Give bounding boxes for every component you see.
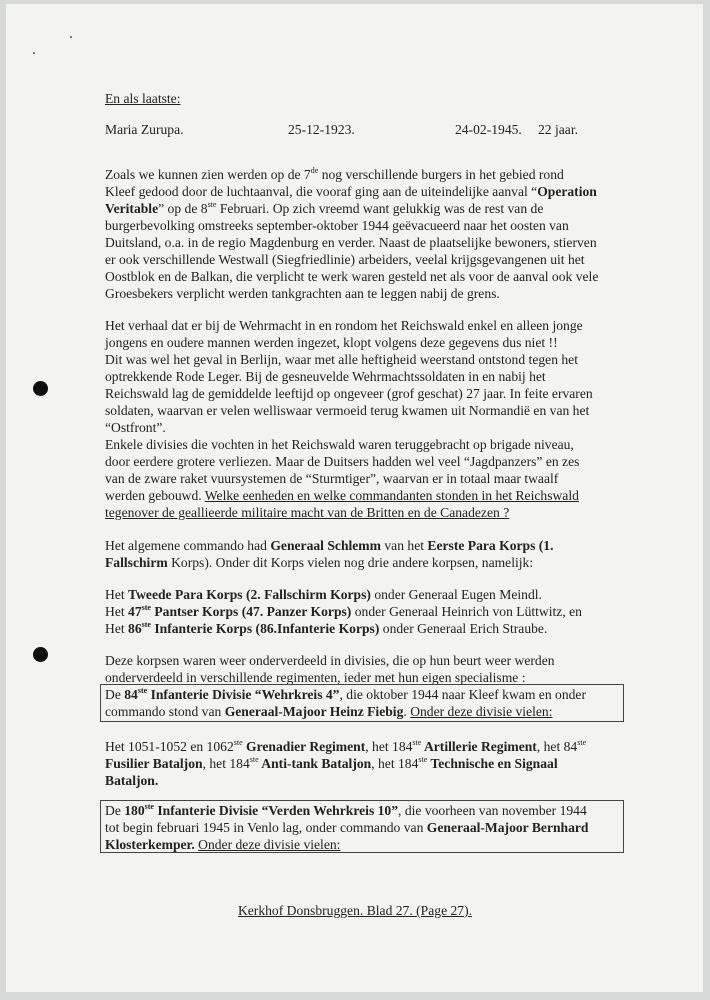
- section-heading: En als laatste:: [105, 91, 181, 106]
- p4-line: Deze korpsen waren weer onderverdeeld in divisies, die op hun beurt weer werden: [105, 653, 555, 668]
- p1-line: Oostblok en de Balkan, die verplicht te werk waren gesteld net als voor de aanval ook vele: [105, 269, 599, 284]
- units-line: Fusilier Bataljon, het 184ste Anti-tank Bataljon, het 184ste Technische en Signaal: [105, 755, 558, 771]
- paper-speck: [33, 52, 35, 54]
- punch-hole-top: [33, 381, 48, 396]
- p3-line: Het algemene commando had Generaal Schlemm van het Eerste Para Korps (1.: [105, 538, 554, 553]
- entry-death-date: 24-02-1945.: [455, 122, 522, 137]
- entry-name: Maria Zurupa.: [105, 122, 184, 137]
- corps-line: Het 47ste Pantser Korps (47. Panzer Korps) onder Generaal Heinrich von Lüttwitz, en: [105, 603, 582, 619]
- p1-line: Groesbekers verplicht werden tankgrachten aan te leggen nabij de grens.: [105, 286, 500, 301]
- p2-line: Enkele divisies die vochten in het Reichswald waren teruggebracht op brigade niveau,: [105, 437, 574, 452]
- corps-line: Het 86ste Infanterie Korps (86.Infanterie Korps) onder Generaal Erich Straube.: [105, 620, 548, 636]
- box1-line: commando stond van Generaal-Majoor Heinz Fiebig. Onder deze divisie vielen:: [105, 704, 553, 719]
- p2-line: Het verhaal dat er bij de Wehrmacht in en rondom het Reichswald enkel en alleen jonge: [105, 318, 583, 333]
- p1-line: Veritable” op de 8ste Februari. Op zich vreemd want gelukkig was de rest van de: [105, 200, 544, 216]
- p2-line: werden gebouwd. Welke eenheden en welke commandanten stonden in het Reichswald: [105, 488, 579, 503]
- units-line: Bataljon.: [105, 773, 159, 788]
- entry-birth-date: 25-12-1923.: [288, 122, 355, 137]
- punch-hole-bottom: [33, 647, 48, 662]
- box2-line: tot begin februari 1945 in Venlo lag, onder commando van Generaal-Majoor Bernhard: [105, 820, 589, 835]
- entry-age: 22 jaar.: [538, 122, 579, 137]
- p2-line: jongens en oudere mannen werden ingezet, klopt volgens deze gegevens dus niet !!: [105, 335, 558, 350]
- p2-line: door eerdere grotere verliezen. Maar de Duitsers hadden wel veel “Jagdpanzers” en zes: [105, 454, 580, 469]
- p1-line: burgerbevolking omstreeks september-oktober 1944 geëvacueerd naar het oosten van: [105, 218, 569, 233]
- box1-line: De 84ste Infanterie Divisie “Wehrkreis 4”, die oktober 1944 naar Kleef kwam en onder: [105, 686, 586, 702]
- p2-line: Reichswald lag de gemiddelde leeftijd op ongeveer (grof geschat) 27 jaar. In feite ervaren: [105, 386, 593, 401]
- p1-line: Duitsland, o.a. in de regio Magdenburg en verder. Naast de plaatselijke bewoners, stierven: [105, 235, 597, 250]
- p4-line: onderverdeeld in verschillende regimenten, ieder met hun eigen specialisme :: [105, 670, 526, 685]
- p2-line: “Ostfront”.: [105, 420, 166, 435]
- p2-line: tegenover de geallieerde militaire macht van de Britten en de Canadezen ?: [105, 505, 510, 520]
- box2-line: De 180ste Infanterie Divisie “Verden Wehrkreis 10”, die voorheen van november 1944: [105, 802, 587, 818]
- p2-line: Dit was wel het geval in Berlijn, waar met alle heftigheid weerstand ontstond tegen het: [105, 352, 578, 367]
- p2-line: van de zware raket vuursystemen de “Sturmtiger”, waarvan er in totaal maar twaalf: [105, 471, 559, 486]
- paper-speck: [70, 36, 72, 38]
- p1-line: Zoals we kunnen zien werden op de 7de nog verschillende burgers in het gebied rond: [105, 166, 564, 182]
- corps-line: Het Tweede Para Korps (2. Fallschirm Korps) onder Generaal Eugen Meindl.: [105, 587, 542, 602]
- units-line: Het 1051-1052 en 1062ste Grenadier Regiment, het 184ste Artillerie Regiment, het 84ste: [105, 738, 587, 754]
- box2-line: Klosterkemper. Onder deze divisie vielen:: [105, 837, 341, 852]
- p2-line: optrekkende Rode Leger. Bij de gesneuvelde Wehrmachtssoldaten in en nabij het: [105, 369, 546, 384]
- p2-line: soldaten, waarvan er velen welliswaar vermoeid terug kwamen uit Normandië en van het: [105, 403, 590, 418]
- p1-line: Kleef gedood door de luchtaanval, die vooraf ging aan de uiteindelijke aanval “Operation: [105, 184, 597, 199]
- p1-line: er ook verschillende Westwall (Siegfriedlinie) arbeiders, veelal krijgsgevangenen uit het: [105, 252, 585, 267]
- p3-line: Fallschirm Korps). Onder dit Korps vielen nog drie andere korpsen, namelijk:: [105, 555, 534, 570]
- page-footer: Kerkhof Donsbruggen. Blad 27. (Page 27).: [237, 903, 473, 918]
